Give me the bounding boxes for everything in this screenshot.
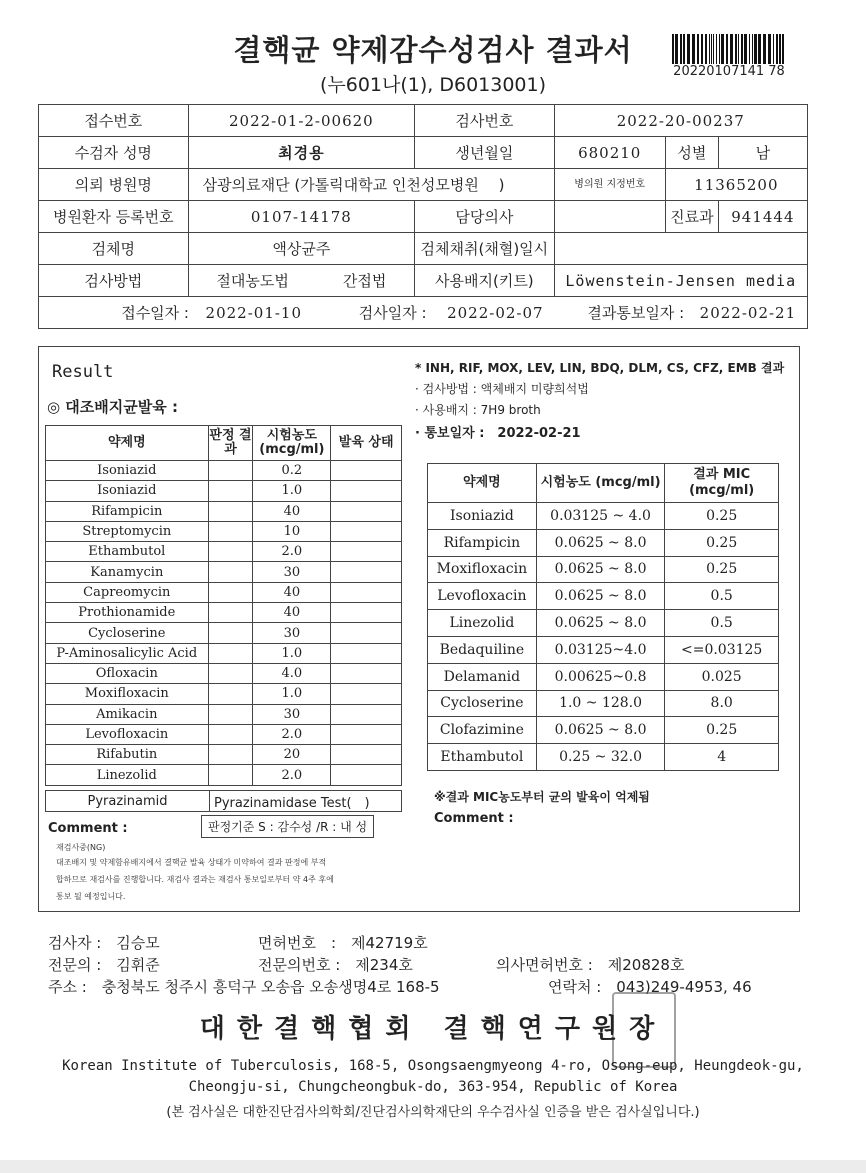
test-no-label: 검사번호 — [415, 105, 555, 137]
barcode-bar — [754, 34, 757, 64]
t1-cell — [208, 501, 253, 521]
t1-cell: Ofloxacin — [46, 663, 209, 683]
birth-label: 생년월일 — [415, 137, 555, 169]
mic-method-line: · 검사방법 : 액체배지 미량희석법 — [415, 382, 589, 396]
table-row — [46, 461, 402, 481]
examiner: 검사자 : 김승모 — [48, 934, 160, 952]
note-line-1: 재검사중(NG) — [56, 843, 106, 852]
t1-cell — [331, 745, 402, 765]
t2-cell: 0.0625 ~ 8.0 — [536, 610, 665, 637]
t2-cell: 0.0625 ~ 8.0 — [536, 529, 665, 556]
t1-cell: Isoniazid — [46, 481, 209, 501]
t1-header-3: 발육 상태 — [331, 426, 402, 461]
t2-cell: 0.5 — [665, 610, 779, 637]
t1-cell — [208, 562, 253, 582]
t1-cell — [331, 562, 402, 582]
table-row — [428, 690, 779, 717]
t2-cell: Bedaquiline — [428, 636, 537, 663]
specimen-label: 검체명 — [39, 233, 189, 265]
hospital-code-label: 병의원 지정번호 — [554, 169, 665, 201]
barcode-bar — [675, 34, 678, 64]
table-row — [46, 623, 402, 643]
barcode-bar — [726, 34, 728, 64]
specialist-no: 전문의번호 : 제234호 — [258, 956, 413, 974]
note-line-3: 합하므로 재검사를 진행합니다. 재검사 결과는 재검사 통보일로부터 약 4주 후에 — [56, 875, 334, 884]
table-row — [428, 744, 779, 771]
t1-cell: Rifabutin — [46, 745, 209, 765]
patient-reg-label: 병원환자 등록번호 — [39, 201, 189, 233]
t1-cell — [208, 461, 253, 481]
barcode-bar — [683, 34, 685, 64]
t2-cell: 0.5 — [665, 583, 779, 610]
t1-cell: Prothionamide — [46, 603, 209, 623]
patient-name-label: 수검자 성명 — [39, 137, 189, 169]
barcode-bar — [692, 34, 695, 64]
barcode-bar — [719, 34, 720, 64]
receipt-no-label: 접수번호 — [39, 105, 189, 137]
patient-reg: 0107-14178 — [188, 201, 414, 233]
t1-cell — [331, 461, 402, 481]
t1-cell — [208, 663, 253, 683]
t2-cell: 0.25 — [665, 556, 779, 583]
mic-drugs-line: * INH, RIF, MOX, LEV, LIN, BDQ, DLM, CS, CFZ, EMB 결과 — [415, 361, 785, 375]
t2-header-1: 시험농도 (mcg/ml) — [536, 464, 665, 503]
barcode-bar — [697, 34, 699, 64]
table-row — [428, 529, 779, 556]
barcode-bar — [672, 34, 674, 64]
notify-date: 2022-02-21 — [699, 304, 797, 322]
collect — [554, 233, 807, 265]
method — [188, 265, 414, 297]
note-line-2: 대조배지 및 약제함유배지에서 결핵균 발육 상태가 미약하여 결과 판정에 부적 — [56, 858, 327, 867]
t1-header-2: 시험농도 (mcg/ml) — [253, 426, 331, 461]
barcode-bar — [773, 34, 774, 64]
t1-cell: 4.0 — [253, 663, 331, 683]
table-row — [428, 583, 779, 610]
specimen: 액상균주 — [188, 233, 414, 265]
t1-cell — [331, 704, 402, 724]
t1-cell — [208, 623, 253, 643]
t1-cell — [208, 582, 253, 602]
barcode-bar — [735, 34, 737, 64]
table-row — [46, 582, 402, 602]
table-row — [428, 503, 779, 530]
t2-cell: 0.0625 ~ 8.0 — [536, 717, 665, 744]
test-date-label: 검사일자 : — [358, 304, 427, 322]
t1-cell: Moxifloxacin — [46, 684, 209, 704]
t2-cell: 0.0625 ~ 8.0 — [536, 583, 665, 610]
t1-cell — [208, 481, 253, 501]
t1-cell: 1.0 — [253, 481, 331, 501]
table-row — [46, 481, 402, 501]
t1-cell — [208, 704, 253, 724]
table-row — [46, 704, 402, 724]
patient-info-table — [38, 104, 808, 329]
organization-name: 대한결핵협회 결핵연구원장 — [199, 1014, 667, 1044]
sex: 남 — [718, 137, 807, 169]
t2-cell: 0.025 — [665, 663, 779, 690]
t1-cell — [331, 724, 402, 744]
barcode — [672, 34, 784, 64]
comment-label-left: Comment : — [48, 821, 128, 836]
barcode-bar — [744, 34, 747, 64]
sex-label: 성별 — [665, 137, 718, 169]
t2-cell: Clofazimine — [428, 717, 537, 744]
t1-cell — [208, 521, 253, 541]
table-row — [46, 663, 402, 683]
t2-header-0: 약제명 — [428, 464, 537, 503]
absolute-conc-table — [45, 425, 402, 786]
t1-cell: 1.0 — [253, 684, 331, 704]
dept: 941444 — [718, 201, 807, 233]
test-no: 2022-20-00237 — [554, 105, 807, 137]
t2-cell: Linezolid — [428, 610, 537, 637]
t1-cell: 40 — [253, 582, 331, 602]
table-row — [46, 521, 402, 541]
t2-cell: <=0.03125 — [665, 636, 779, 663]
barcode-bar — [705, 34, 707, 64]
barcode-bar — [782, 34, 784, 64]
t1-cell — [331, 643, 402, 663]
receipt-date: 2022-01-10 — [205, 304, 303, 322]
barcode-bar — [779, 34, 781, 64]
barcode-bar — [763, 34, 766, 64]
t2-cell: Ethambutol — [428, 744, 537, 771]
t2-cell: Rifampicin — [428, 529, 537, 556]
document-code: (누601나(1), D6013001) — [319, 74, 547, 96]
hospital-code: 11365200 — [665, 169, 807, 201]
t2-cell: 0.25 — [665, 717, 779, 744]
barcode-bar — [749, 34, 750, 64]
barcode-bar — [701, 34, 703, 64]
t1-header-1: 판정 결과 — [208, 426, 253, 461]
t1-cell: Kanamycin — [46, 562, 209, 582]
barcode-bar — [721, 34, 724, 64]
mic-notify-line: · 통보일자 : 2022-02-21 — [415, 426, 581, 441]
t1-cell — [331, 603, 402, 623]
english-address-2: Cheongju-si, Chungcheongbuk-do, 363-954, Republic of Korea — [188, 1079, 678, 1095]
hospital-label: 의뢰 병원명 — [39, 169, 189, 201]
doctor — [554, 201, 665, 233]
license-no: 면허번호 : 제42719호 — [258, 934, 428, 952]
t1-cell: Linezolid — [46, 765, 209, 785]
t1-cell — [208, 542, 253, 562]
document-title: 결핵균 약제감수성검사 결과서 — [233, 33, 633, 67]
t1-cell: 10 — [253, 521, 331, 541]
method-label: 검사방법 — [39, 265, 189, 297]
t1-cell: Capreomycin — [46, 582, 209, 602]
t1-cell: 0.2 — [253, 461, 331, 481]
doctor-license: 의사면허번호 : 제20828호 — [496, 956, 685, 974]
mic-table — [427, 463, 779, 771]
t1-cell — [208, 724, 253, 744]
table-row — [428, 717, 779, 744]
dept-label: 진료과 — [665, 201, 718, 233]
t2-cell: 0.25 — [665, 529, 779, 556]
table-row — [46, 562, 402, 582]
t2-cell: 1.0 ~ 128.0 — [536, 690, 665, 717]
doctor-label: 담당의사 — [415, 201, 555, 233]
t1-cell: 40 — [253, 603, 331, 623]
contact: 연락처 : 043)249-4953, 46 — [548, 978, 752, 996]
t1-cell: Ethambutol — [46, 542, 209, 562]
medium: Löwenstein-Jensen media — [554, 265, 807, 297]
t2-cell: Levofloxacin — [428, 583, 537, 610]
barcode-number: 20220107141 78 — [673, 64, 785, 79]
t1-header-0: 약제명 — [46, 426, 209, 461]
t2-cell: 0.0625 ~ 8.0 — [536, 556, 665, 583]
t1-cell: 2.0 — [253, 765, 331, 785]
t1-cell: Isoniazid — [46, 461, 209, 481]
method-absolute: 절대농도법 — [216, 272, 289, 290]
t1-cell: Cycloserine — [46, 623, 209, 643]
receipt-no: 2022-01-2-00620 — [188, 105, 414, 137]
method-indirect: 간접법 — [342, 272, 387, 290]
barcode-bar — [711, 34, 712, 64]
t2-header-2: 결과 MIC (mcg/ml) — [665, 464, 779, 503]
t1-cell: 30 — [253, 562, 331, 582]
t1-cell: Levofloxacin — [46, 724, 209, 744]
mic-footnote: ※결과 MIC농도부터 균의 발육이 억제됨 — [434, 790, 650, 804]
barcode-bar — [741, 34, 743, 64]
t1-cell: 20 — [253, 745, 331, 765]
t1-cell — [331, 521, 402, 541]
t1-cell: Rifampicin — [46, 501, 209, 521]
notify-date-label: 결과통보일자 : — [587, 304, 685, 322]
table-row — [46, 501, 402, 521]
t2-cell: 0.00625~0.8 — [536, 663, 665, 690]
t2-cell: 0.03125 ~ 4.0 — [536, 503, 665, 530]
certification-note: (본 검사실은 대한진단검사의학회/진단검사의학재단의 우수검사실 인증을 받은 검사실입니다.) — [166, 1105, 700, 1120]
barcode-bar — [730, 34, 733, 64]
t1-cell — [331, 623, 402, 643]
t1-cell — [331, 582, 402, 602]
table-row — [428, 636, 779, 663]
mic-medium-line: · 사용배지 : 7H9 broth — [415, 403, 541, 417]
t2-cell: Moxifloxacin — [428, 556, 537, 583]
t1-cell: 2.0 — [253, 724, 331, 744]
dates-row — [39, 297, 808, 329]
table-row — [46, 724, 402, 744]
table-row — [46, 603, 402, 623]
t2-cell: 8.0 — [665, 690, 779, 717]
barcode-bar — [709, 34, 710, 64]
barcode-bar — [768, 34, 771, 64]
barcode-bar — [776, 34, 778, 64]
barcode-bar — [687, 34, 690, 64]
pyrazinamid-row — [45, 790, 402, 812]
address: 주소 : 충청북도 청주시 흥덕구 오송읍 오송생명4로 168-5 — [48, 978, 440, 996]
t2-cell: 0.03125~4.0 — [536, 636, 665, 663]
pyrazinamid-label: Pyrazinamid — [46, 791, 210, 812]
birth: 680210 — [554, 137, 665, 169]
t1-cell — [208, 643, 253, 663]
t1-cell: P-Aminosalicylic Acid — [46, 643, 209, 663]
barcode-bar — [716, 34, 717, 64]
table-row — [428, 556, 779, 583]
pyrazinamid-test: Pyrazinamidase Test( ) — [210, 791, 402, 812]
t1-cell: 30 — [253, 704, 331, 724]
t1-cell — [331, 542, 402, 562]
t1-cell — [208, 765, 253, 785]
note-line-4: 통보 될 예정입니다. — [56, 892, 126, 901]
table-row — [428, 663, 779, 690]
t1-cell — [208, 684, 253, 704]
t1-cell: 40 — [253, 501, 331, 521]
medium-label: 사용배지(키트) — [415, 265, 555, 297]
table-row — [46, 643, 402, 663]
test-date: 2022-02-07 — [447, 304, 544, 322]
t1-cell — [331, 765, 402, 785]
t2-cell: 4 — [665, 744, 779, 771]
t1-cell — [208, 745, 253, 765]
t2-cell: Delamanid — [428, 663, 537, 690]
hospital: 삼광의료재단 (가톨릭대학교 인천성모병원 ) — [188, 169, 554, 201]
t2-cell: 0.25 — [665, 503, 779, 530]
t1-cell — [331, 501, 402, 521]
specialist: 전문의 : 김휘준 — [48, 956, 160, 974]
patient-name: 최경용 — [188, 137, 414, 169]
barcode-bar — [758, 34, 761, 64]
t1-cell — [331, 481, 402, 501]
bottom-margin — [0, 1160, 866, 1173]
control-growth: ◎ 대조배지균발육 : — [47, 398, 178, 416]
t1-cell: 30 — [253, 623, 331, 643]
table-row — [46, 684, 402, 704]
t1-cell — [208, 603, 253, 623]
receipt-date-label: 접수일자 : — [121, 304, 189, 322]
barcode-bar — [738, 34, 739, 64]
collect-label: 검체채취(채혈)일시 — [415, 233, 555, 265]
t1-cell: Amikacin — [46, 704, 209, 724]
table-row — [46, 542, 402, 562]
result-title: Result — [52, 362, 114, 382]
comment-label-right: Comment : — [434, 811, 514, 826]
t1-cell — [331, 663, 402, 683]
t1-cell: 1.0 — [253, 643, 331, 663]
t1-cell: 2.0 — [253, 542, 331, 562]
table-row — [46, 765, 402, 785]
table-row — [428, 610, 779, 637]
t1-cell — [331, 684, 402, 704]
t1-cell: Streptomycin — [46, 521, 209, 541]
table-row — [46, 745, 402, 765]
t2-cell: 0.25 ~ 32.0 — [536, 744, 665, 771]
barcode-bar — [713, 34, 714, 64]
barcode-bar — [752, 34, 753, 64]
judgement-standard: 판정기준 S : 감수성 /R : 내 성 — [201, 815, 374, 838]
t2-cell: Cycloserine — [428, 690, 537, 717]
barcode-bar — [680, 34, 682, 64]
english-address-1: Korean Institute of Tuberculosis, 168-5, Osongsaengmyeong 4-ro, Osong-eup, Heungdeok-gu, — [62, 1058, 804, 1074]
t2-cell: Isoniazid — [428, 503, 537, 530]
